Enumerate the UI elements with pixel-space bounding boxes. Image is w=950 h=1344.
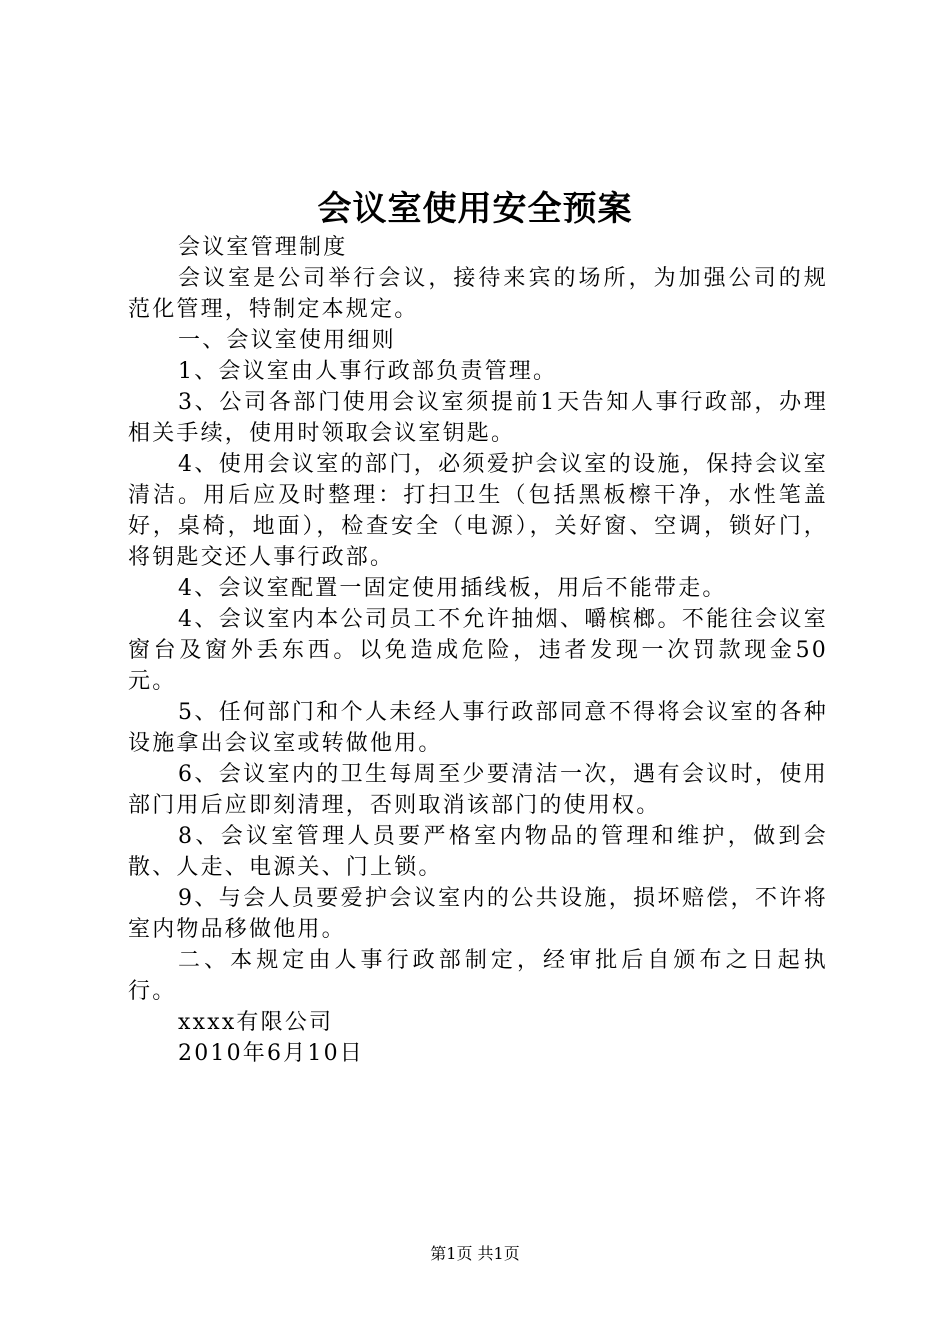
rule-paragraph: 5、任何部门和个人未经人事行政部同意不得将会议室的各种设施拿出会议室或转做他用。	[128, 700, 828, 756]
rule-paragraph: 9、与会人员要爱护会议室内的公共设施，损坏赔偿，不许将室内物品移做他用。	[128, 886, 828, 942]
rule-paragraph: 4、会议室配置一固定使用插线板，用后不能带走。	[178, 576, 727, 601]
rule-paragraph: 8、会议室管理人员要严格室内物品的管理和维护，做到会散、人走、电源关、门上锁。	[128, 824, 828, 880]
document-title: 会议室使用安全预案	[317, 189, 633, 229]
closing-paragraph: 二、本规定由人事行政部制定，经审批后自颁布之日起执行。	[128, 948, 828, 1004]
section-heading: 一、会议室使用细则	[178, 328, 396, 353]
rule-paragraph: 4、使用会议室的部门，必须爱护会议室的设施，保持会议室清洁。用后应及时整理：打扫卫生（包括黑板檫干净，水性笔盖好，桌椅，地面），检查安全（电源），关好窗、空调，锁好门，将钥匙交还人事行政部。	[128, 452, 828, 570]
rule-paragraph: 1、会议室由人事行政部负责管理。	[178, 359, 558, 384]
intro-paragraph: 会议室是公司举行会议，接待来宾的场所，为加强公司的规范化管理，特制定本规定。	[128, 266, 828, 322]
document-body	[128, 232, 828, 1069]
rule-paragraph: 4、会议室内本公司员工不允许抽烟、嚼槟榔。不能往会议室窗台及窗外丢东西。以免造成危险，违者发现一次罚款现金50元。	[128, 607, 828, 694]
rule-paragraph: 3、公司各部门使用会议室须提前1天告知人事行政部，办理相关手续，使用时领取会议室钥匙。	[128, 390, 828, 446]
document-date: 2010年6月10日	[178, 1041, 364, 1066]
section-heading: 会议室管理制度	[178, 235, 348, 260]
rule-paragraph: 6、会议室内的卫生每周至少要清洁一次，遇有会议时，使用部门用后应即刻清理，否则取消该部门的使用权。	[128, 762, 828, 818]
company-signature: xxxx有限公司	[178, 1010, 334, 1035]
page-footer: 第1页 共1页	[430, 1244, 520, 1263]
